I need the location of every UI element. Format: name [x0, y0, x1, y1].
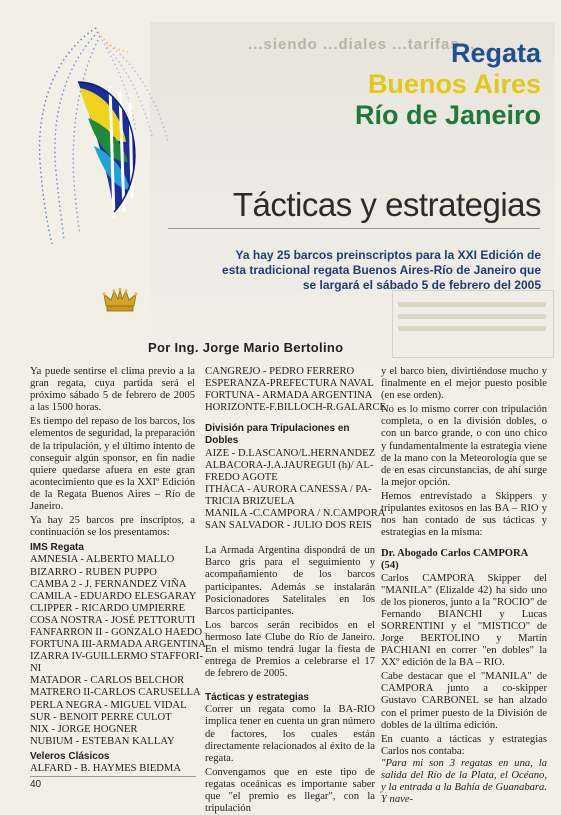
- paragraph: Ya hay 25 barcos pre inscriptos, a continuación se los presentamos:: [30, 515, 195, 539]
- list-item: CAMILA - EDUARDO ELESGARAY: [30, 590, 197, 602]
- list-item: CLIPPER - RICARDO UMPIERRE: [30, 602, 186, 614]
- title-line-buenos-aires: Buenos Aires: [367, 69, 541, 99]
- page-number: 40: [30, 779, 42, 790]
- list-item: ITHACA - AURORA CANESSA / PA-: [205, 483, 372, 495]
- classic-yachts-heading: Veleros Clásicos: [30, 750, 110, 762]
- list-item: COSA NOSTRA - JOSÉ PETTORUTI: [30, 614, 196, 626]
- paragraph: Cabe destacar que el "MANILA" de CAMPORA junto a co-skipper Gustavo CARBONEL se han alzado con el primer puesto de la División de dobles de la última edición.: [381, 671, 547, 731]
- article-subtitle: Ya hay 25 barcos preinscriptos para la XXI Edición de esta tradicional regata Buenos Aires-Río de Janeiro que se largará el sábado 5 de febrero del 2005: [222, 248, 541, 292]
- list-item: IZARRA IV-GUILLERMO STAFFORI-: [30, 651, 203, 663]
- list-item: AIZE - D.LASCANO/L.HERNANDEZ: [205, 447, 376, 459]
- article-column-1: [30, 366, 206, 775]
- list-item: MATADOR - CARLOS BELCHOR: [30, 675, 185, 687]
- paragraph: Los barcos serán recibidos en el hermoso Iate Clube do Río de Janeiro. En el mismo tendrá lugar la fiesta de entrega de Premios a celebrarse el 17 de febrero de 2005.: [205, 619, 375, 680]
- paragraph: Correr un regata como la BA-RIO implica tener en cuenta un gran número de factores, los cuales están directamente relacionados al éxito de la regata.: [205, 704, 375, 764]
- title-line-rio-de-janeiro: Río de Janeiro: [354, 100, 541, 130]
- list-item: ESPERANZA-PREFECTURA NAVAL: [205, 378, 374, 390]
- background-ghost-line: [398, 326, 546, 331]
- article-column-2: [205, 366, 386, 815]
- article-headline: Tácticas y estrategias: [232, 186, 541, 223]
- background-ghost-line: [398, 314, 546, 319]
- title-line-regata: Regata: [450, 38, 541, 68]
- quote-paragraph: "Para mi son 3 regatas en una, la salida del Río de la Plata, el Océano, y la entrada a la Bahía de Guanabara. Y nave-: [381, 757, 547, 806]
- paragraph: y el barco bien, divirtiéndose mucho y finalmente en el mejor puesto posible (en ese orden).: [381, 366, 547, 402]
- regata-title: [355, 40, 541, 129]
- paragraph: Hemos entrevistado a Skippers y tripulantes exitosos en las BA – RIO y nos han contado de sus tácticas y estrategias en la misma:: [381, 490, 547, 539]
- list-item: FORTUNA - ARMADA ARGENTINA: [205, 390, 373, 402]
- list-item: ALBACORA-J.A.JAUREGUI (h)/ AL-: [205, 459, 374, 471]
- list-item: CANGREJO - PEDRO FERRERO: [205, 366, 355, 377]
- paragraph: En cuanto a tácticas y estrategias Carlos nos contaba:: [381, 733, 547, 757]
- list-item: FORTUNA III-ARMADA ARGENTINA: [30, 639, 206, 651]
- ims-regata-heading: IMS Regata: [30, 542, 84, 554]
- list-item: SAN SALVADOR - JULIO DOS REIS: [205, 520, 372, 532]
- background-ghost-line: [398, 302, 546, 307]
- background-ghost-box: [392, 290, 554, 358]
- list-item: NIX - JORGE HOGNER: [30, 723, 138, 735]
- interview-heading: Dr. Abogado Carlos CAMPORA (54): [381, 548, 528, 572]
- list-item: SUR - BENOIT PERRE CULOT: [30, 711, 172, 723]
- list-item: FANFARRON II - GONZALO HAEDO: [30, 626, 203, 638]
- list-item: FREDO AGOTE: [205, 471, 278, 483]
- list-item: ALFARD - B. HAYMES BIEDMA: [30, 763, 181, 774]
- list-item: MANILA -C.CAMPORA / N.CAMPORA: [205, 508, 386, 520]
- list-item: NI: [30, 663, 42, 675]
- article-column-3: [381, 366, 547, 806]
- spinnaker-sail-illustration: [18, 22, 178, 247]
- list-item: AMNESIA - ALBERTO MALLO: [30, 554, 175, 566]
- list-item: BIZARRO - RUBEN PUPPO: [30, 566, 157, 578]
- article-byline: Por Ing. Jorge Mario Bertolino: [148, 340, 344, 355]
- paragraph: Carlos CAMPORA Skipper del "MANILA" (Elizalde 42) ha sido uno de los pioneros, junto a la "ROCIO" de Fernando BIANCHI y Lucas SORRENTINI y el "MISTICO" de Jorge BERTOLINO y Martín PACHIANI en correr "en dobles" la XXº edición de la BA – RIO.: [381, 572, 547, 669]
- footer-rule: [30, 776, 196, 777]
- list-item: TRICIA BRIZUELA: [205, 495, 295, 507]
- background-ghost-text: ...siendo ...diales ...tarifas ...: [248, 36, 481, 53]
- list-item: MATRERO II-CARLOS CARUSELLA: [30, 687, 201, 699]
- paragraph: Es tiempo del repaso de los barcos, los elementos de seguridad, la preparación de la tripulación, y el último intento de conseguir algún sponsor, en fin nadie quiere quedarse afuera en este gran acontecimiento que es la XXIº Edición de la Regata Buenos Aires – Río de Janeiro.: [30, 416, 196, 513]
- list-item: PERLA NEGRA - MIGUEL VIDAL: [30, 699, 187, 711]
- list-item: HORIZONTE-F.BILLOCH-R.GALARCE: [205, 402, 386, 414]
- paragraph: Ya puede sentirse el clima previo a la gran regata, cuya partida será el próximo sábado 5 de febrero de 2005 a las 1500 horas.: [30, 366, 195, 414]
- doubles-division-heading: División para Tripulaciones en Dobles: [205, 423, 350, 447]
- list-item: NUBIUM - ESTEBAN KALLAY: [30, 735, 175, 747]
- rolex-crown-icon: [102, 288, 138, 314]
- list-item: CAMBA 2 - J. FERNANDEZ VIÑA: [30, 578, 187, 590]
- headline-rule: [168, 228, 540, 229]
- paragraph: Convengamos que en este tipo de regatas oceánicas es importante saber que "el premio es llegar", con la tripulación: [205, 766, 375, 815]
- paragraph: La Armada Argentina dispondrá de un Barco gris para el seguimiento y acompañamiento de los barcos participantes. Además se instalarán Posicionadores Satelitales en los Barcos participantes.: [205, 545, 375, 617]
- paragraph: No es lo mismo correr con tripulación completa, o en la división dobles, o con un barco grande, o con uno chico y fundamentalmente la estrategia viene de la mano con la Meteorología que se de en esas circunstancias, de ahí surge la mejor opción.: [381, 404, 547, 488]
- tactics-heading: Tácticas y estrategias: [205, 692, 309, 704]
